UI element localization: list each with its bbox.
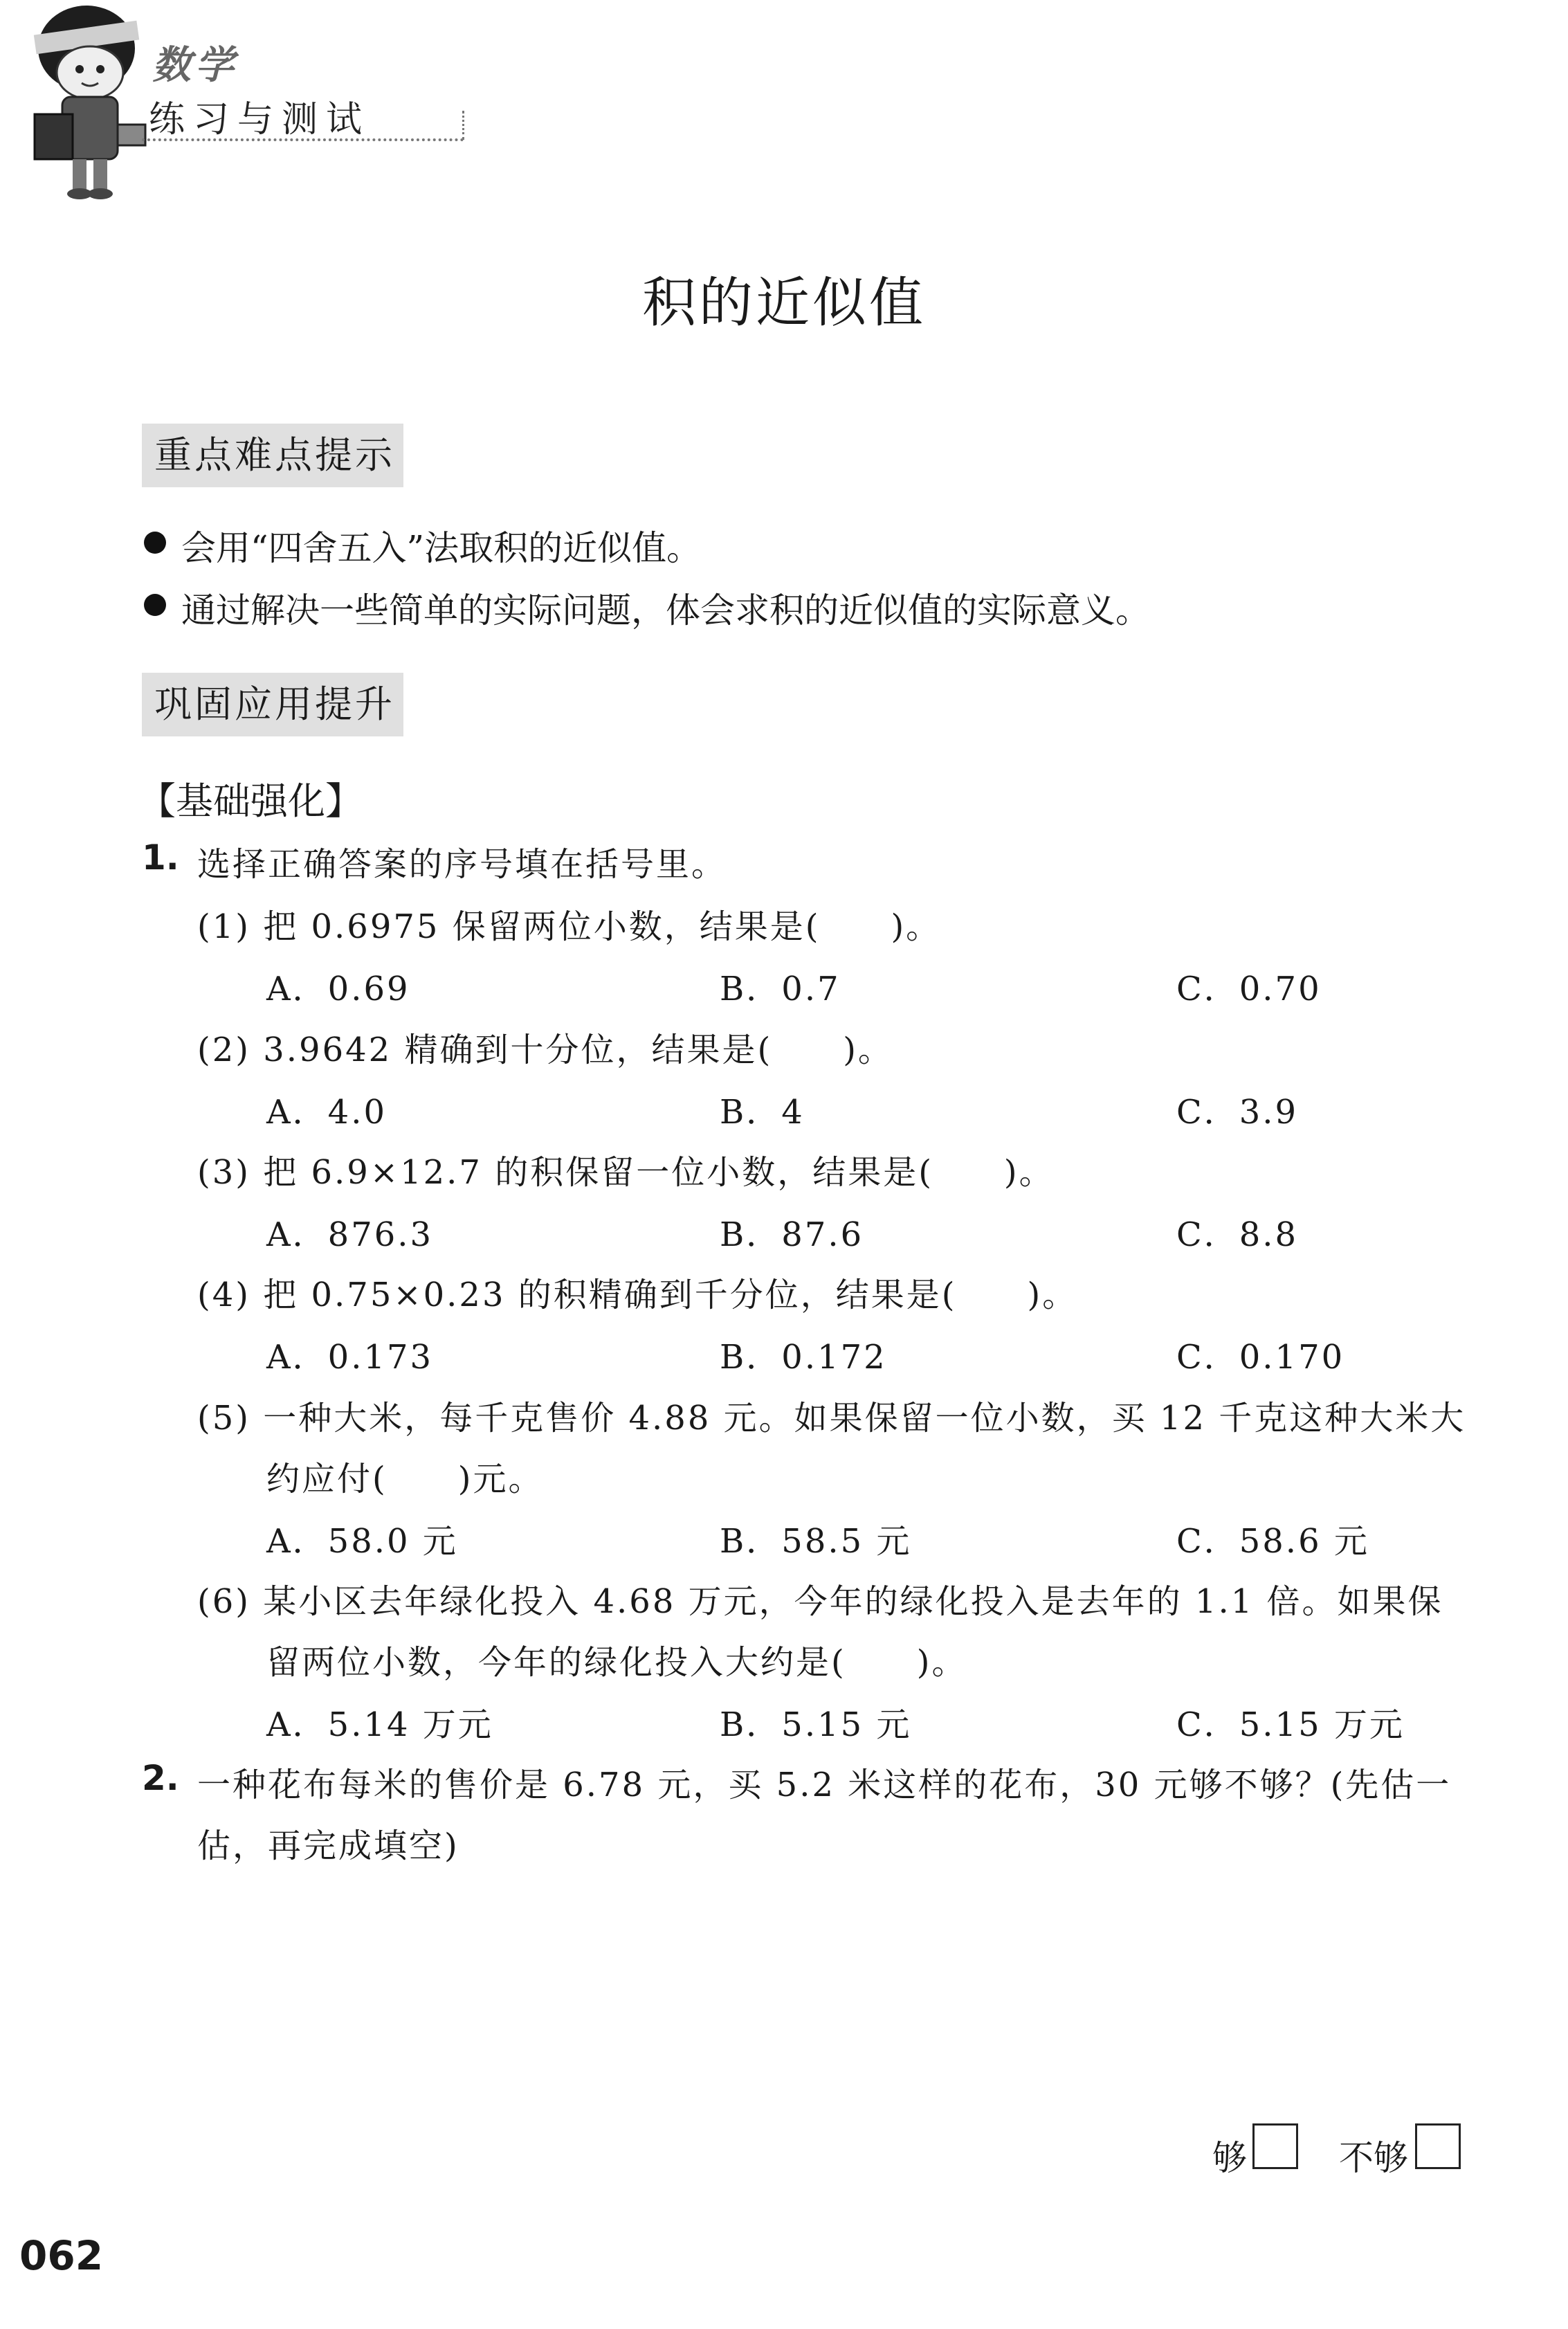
q1-item-6-option-a: A．5.14 万元 xyxy=(266,1705,493,1744)
q1-item-3-option-b: B．87.6 xyxy=(720,1215,864,1254)
section-practice-heading: 巩固应用提升 xyxy=(154,682,395,726)
q1-item-5-stem-line2: 约应付( )元。 xyxy=(266,1460,544,1498)
section-key-points-heading: 重点难点提示 xyxy=(154,433,395,477)
q1-item-5-option-a: A．58.0 元 xyxy=(266,1522,458,1561)
bullet-dot xyxy=(144,532,166,554)
enough-label: 够 xyxy=(1212,2138,1247,2178)
section-practice xyxy=(142,673,403,736)
question-1-text: 选择正确答案的序号填在括号里。 xyxy=(197,845,727,884)
q1-item-3-stem: (3) 把 6.9×12.7 的积保留一位小数，结果是( )。 xyxy=(197,1153,1055,1192)
header-dotted-vline xyxy=(462,111,464,140)
q1-item-2-option-b: B．4 xyxy=(720,1093,805,1132)
bullet-text-1: 会用“四舍五入”法取积的近似值。 xyxy=(181,528,702,568)
bullet-text-2: 通过解决一些简单的实际问题，体会求积的近似值的实际意义。 xyxy=(181,590,1150,631)
q1-item-4-option-b: B．0.172 xyxy=(720,1338,887,1377)
q1-item-1-option-c: C．0.70 xyxy=(1176,970,1322,1008)
not-enough-checkbox[interactable] xyxy=(1415,2123,1461,2169)
q1-item-2-stem: (2) 3.9642 精确到十分位，结果是( )。 xyxy=(197,1031,893,1069)
q1-item-1-option-b: B．0.7 xyxy=(720,970,841,1008)
q1-item-6-option-b: B．5.15 元 xyxy=(720,1705,912,1744)
q1-item-4-option-a: A．0.173 xyxy=(266,1338,434,1377)
header-subject: 数学 xyxy=(152,43,238,88)
question-2-number: 2. xyxy=(142,1758,179,1798)
q1-item-4-option-c: C．0.170 xyxy=(1176,1338,1345,1377)
bullet-dot xyxy=(144,594,166,616)
page-title: 积的近似值 xyxy=(641,272,926,334)
q1-item-1-option-a: A．0.69 xyxy=(266,970,410,1008)
enough-checkbox[interactable] xyxy=(1252,2123,1298,2169)
q1-item-2-option-a: A．4.0 xyxy=(266,1093,388,1132)
header-series: 练习与测试 xyxy=(149,99,371,141)
question-1-number: 1. xyxy=(142,837,179,878)
q1-item-6-option-c: C．5.15 万元 xyxy=(1176,1705,1405,1744)
not-enough-label: 不够 xyxy=(1339,2138,1408,2178)
subheading-basic: 【基础强化】 xyxy=(138,779,363,823)
q1-item-4-stem: (4) 把 0.75×0.23 的积精确到千分位，结果是( )。 xyxy=(197,1276,1078,1314)
question-2-text: 一种花布每米的售价是 6.78 元，买 5.2 米这样的花布，30 元够不够？(先估一 xyxy=(197,1766,1452,1804)
q1-item-5-stem: (5) 一种大米，每千克售价 4.88 元。如果保留一位小数，买 12 千克这种大米大 xyxy=(197,1399,1466,1438)
q1-item-1-stem: (1) 把 0.6975 保留两位小数，结果是( )。 xyxy=(197,907,942,946)
q1-item-3-option-a: A．876.3 xyxy=(266,1215,434,1254)
mascot-illustration xyxy=(14,0,159,208)
q1-item-5-option-b: B．58.5 元 xyxy=(720,1522,912,1561)
section-key-points xyxy=(142,424,403,487)
q1-item-5-option-c: C．58.6 元 xyxy=(1176,1522,1369,1561)
question-2-text-line2: 估，再完成填空) xyxy=(197,1827,459,1865)
q1-item-6-stem: (6) 某小区去年绿化投入 4.68 万元，今年的绿化投入是去年的 1.1 倍。如果保 xyxy=(197,1582,1443,1621)
header-dotted-line xyxy=(142,138,464,141)
q1-item-3-option-c: C．8.8 xyxy=(1176,1215,1299,1254)
page-number: 062 xyxy=(19,2232,104,2279)
q1-item-6-stem-line2: 留两位小数，今年的绿化投入大约是( )。 xyxy=(266,1643,967,1682)
q1-item-2-option-c: C．3.9 xyxy=(1176,1093,1299,1132)
